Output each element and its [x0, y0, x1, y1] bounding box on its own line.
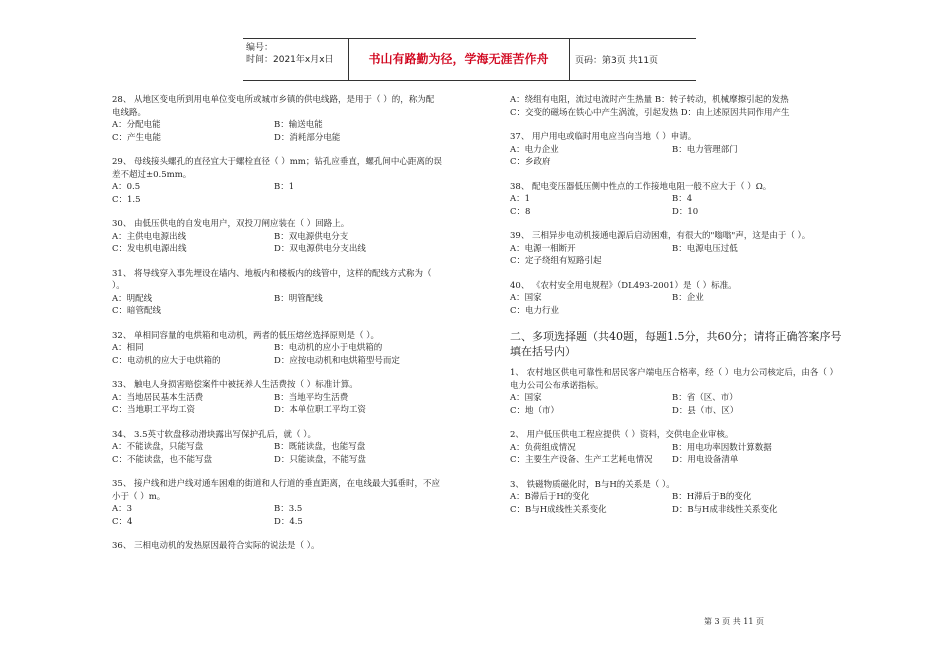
option-text: C：1.5 [112, 194, 141, 205]
question-item [112, 540, 442, 553]
question-item [112, 478, 442, 528]
question-item [510, 131, 845, 169]
question-options [510, 144, 845, 169]
question-stem: 35、 接户线和进户线对通车困难的街道和人行道的垂直距离，在电线最大弧垂时，不应小于（ ）m。 [112, 479, 441, 502]
option-text: D：B与H成非线性关系变化 [672, 504, 778, 515]
option-text: A：3 [112, 504, 133, 514]
question-options [112, 293, 442, 318]
option-text [672, 156, 842, 169]
question-options [112, 392, 442, 417]
question-item [510, 181, 845, 219]
option-text: A：负荷组成情况 [510, 442, 576, 453]
option-text: B：省（区、市） [672, 393, 738, 403]
option-text: D：只能读盘，不能写盘 [274, 454, 366, 465]
question-options [510, 292, 845, 317]
option-text: C：电力行业 [510, 305, 560, 316]
right-column [510, 94, 845, 528]
option-text: C：暗管配线 [112, 306, 162, 316]
option-text: B：电动机的应小于电烘箱的 [274, 343, 383, 353]
option-text [672, 255, 842, 268]
question-item [510, 429, 845, 467]
question-stem: 2、 用户低压供电工程应提供（ ）资料，交供电企业审核。 [510, 430, 734, 440]
number-label: 编号： [246, 43, 274, 53]
option-text: B：既能读盘，也能写盘 [274, 442, 366, 452]
option-text: C：B与H成线性关系变化 [510, 504, 607, 515]
header-divider [569, 39, 570, 80]
option-text: B：H滞后于B的变化 [672, 492, 752, 502]
question-stem: 1、 农村地区供电可靠性和居民客户端电压合格率，经（ ）电力公司核定后，由各（ ）电力公司公布承诺指标。 [510, 368, 839, 391]
option-text: C：乡政府 [510, 157, 551, 167]
header-motto: 书山有路勤为径，学海无涯苦作舟 [368, 52, 549, 66]
question-stem: 3、 铁磁物质磁化时，B与H的关系是（ ）。 [510, 479, 675, 490]
question-item [510, 230, 845, 268]
question-item [112, 94, 442, 144]
option-line: C：交变的磁场在铁心中产生涡流，引起发热 D：由上述原因共同作用产生 [510, 107, 790, 118]
option-text: B：明管配线 [274, 293, 323, 304]
question-stem: 28、 从地区变电所到用电单位变电所或城市乡镇的供电线路，是用于（ ）的，称为配电线路。 [112, 95, 435, 118]
question-stem: 40、 《农村安全用电规程》（DL493-2001）是（ ）标准。 [510, 280, 737, 291]
question-options [510, 491, 845, 516]
question-stem: 30、 由低压供电的自发电用户，双投刀闸应装在（ ）回路上。 [112, 219, 350, 229]
question-item [112, 156, 442, 206]
option-text: C：当地职工平均工资 [112, 405, 196, 415]
option-text: A：0.5 [112, 182, 141, 192]
option-text: D：用电设备清单 [672, 455, 739, 465]
question-item [510, 280, 845, 318]
option-text: A：国家 [510, 393, 542, 403]
option-text: A：相同 [112, 343, 144, 353]
question-stem: 37、 用户用电或临时用电应当向当地（ ）申请。 [510, 132, 697, 142]
option-text: B：4 [672, 194, 693, 204]
question-options [510, 442, 845, 467]
option-text: D：县（市、区） [672, 405, 739, 416]
option-line: A：绕组有电阻，流过电流时产生热量 B：转子转动，机械摩擦引起的发热 [510, 95, 789, 105]
option-text: A：B滞后于H的变化 [510, 492, 590, 502]
question-options [510, 392, 845, 417]
question-options [112, 441, 442, 466]
option-text: A：1 [510, 194, 531, 204]
option-text: D：双电源供电分支出线 [274, 244, 366, 254]
option-text: C：地（市） [510, 405, 560, 416]
option-text: C：不能读盘，也不能写盘 [112, 454, 213, 465]
question-options [112, 231, 442, 256]
question-options [112, 181, 442, 206]
question-stem: 29、 母线接头螺孔的直径宜大于螺栓直径（ ）mm；钻孔应垂直，螺孔间中心距离的误差不超过±0.5mm。 [112, 157, 442, 180]
header-meta [246, 42, 334, 66]
option-text: B：1 [274, 182, 295, 192]
option-text: C：4 [112, 516, 133, 527]
option-text: B：3.5 [274, 504, 303, 514]
question-options [112, 342, 442, 367]
question-stem: 33、 触电人身损害赔偿案件中被抚养人生活费按（ ）标准计算。 [112, 380, 358, 390]
question-options [112, 119, 442, 144]
option-text: D：4.5 [274, 516, 303, 527]
question-item [112, 429, 442, 467]
option-text: C：产生电能 [112, 132, 162, 143]
option-text [274, 305, 444, 318]
option-text: A：电源一相断开 [510, 243, 576, 254]
option-text: D：本单位职工平均工资 [274, 405, 366, 415]
left-column [112, 94, 442, 565]
option-text [274, 194, 444, 207]
question-item [510, 479, 845, 517]
q36-options-continued [510, 94, 845, 119]
option-text: B：输送电能 [274, 120, 323, 130]
question-stem: 31、 将导线穿入事先埋设在墙内、地板内和楼板内的线管中，这样的配线方式称为（ ）。 [112, 268, 432, 291]
option-text: A：主供电电源出线 [112, 231, 187, 242]
question-item [510, 367, 845, 417]
section-title: 二、多项选择题（共40题，每题1.5分，共60分；请将正确答案序号填在括号内） [510, 330, 842, 358]
option-text: A：电力企业 [510, 144, 559, 155]
question-item [112, 218, 442, 256]
option-text: C：主要生产设备、生产工艺耗电情况 [510, 455, 653, 465]
option-text: C：发电机电源出线 [112, 244, 187, 254]
page-header [243, 38, 696, 81]
option-text: D：10 [672, 206, 699, 217]
question-options [112, 503, 442, 528]
question-stem: 38、 配电变压器低压侧中性点的工作接地电阻一般不应大于（ ）Ω。 [510, 181, 772, 192]
question-options [510, 193, 845, 218]
question-item [112, 330, 442, 368]
option-text [672, 305, 842, 318]
option-text: D：应按电动机和电烘箱型号而定 [274, 355, 400, 366]
option-text: B：双电源供电分支 [274, 231, 349, 242]
option-text: B：电源电压过低 [672, 243, 738, 254]
option-text: B：电力管理部门 [672, 144, 738, 155]
option-text: D：消耗部分电能 [274, 132, 341, 143]
question-options [510, 243, 845, 268]
question-stem: 39、 三相异步电动机接通电源后启动困难，有很大的"嗡嗡"声，这是由于（ ）。 [510, 231, 811, 241]
header-page-info: 页码：第3页 共11页 [575, 56, 659, 66]
right-questions [510, 131, 845, 317]
question-stem: 34、 3.5英寸软盘移动滑块露出写保护孔后，就（ ）。 [112, 429, 316, 440]
question-stem: 36、 三相电动机的发热原因最符合实际的说法是（ ）。 [112, 541, 320, 551]
option-text: C：定子绕组有短路引起 [510, 256, 602, 266]
page-footer: 第 3 页 共 11 页 [704, 617, 764, 626]
option-text: A：国家 [510, 293, 542, 303]
time-label: 时间：2021年x月x日 [246, 55, 334, 65]
question-item [112, 379, 442, 417]
option-text: A：明配线 [112, 293, 153, 304]
multi-choice-questions [510, 367, 845, 516]
option-text: A：当地居民基本生活费 [112, 392, 204, 403]
header-divider [348, 39, 349, 80]
question-item [112, 268, 442, 318]
question-stem: 32、 单相同容量的电烘箱和电动机，两者的低压熔丝选择原则是（ ）。 [112, 330, 379, 341]
option-text: C：电动机的应大于电烘箱的 [112, 355, 221, 366]
option-text: B：当地平均生活费 [274, 392, 349, 403]
option-text: A：不能读盘，只能写盘 [112, 442, 204, 452]
option-text: B：用电功率因数计算数据 [672, 442, 772, 453]
option-text: B：企业 [672, 293, 704, 303]
option-text: A：分配电能 [112, 120, 161, 130]
option-text: C：8 [510, 206, 531, 217]
